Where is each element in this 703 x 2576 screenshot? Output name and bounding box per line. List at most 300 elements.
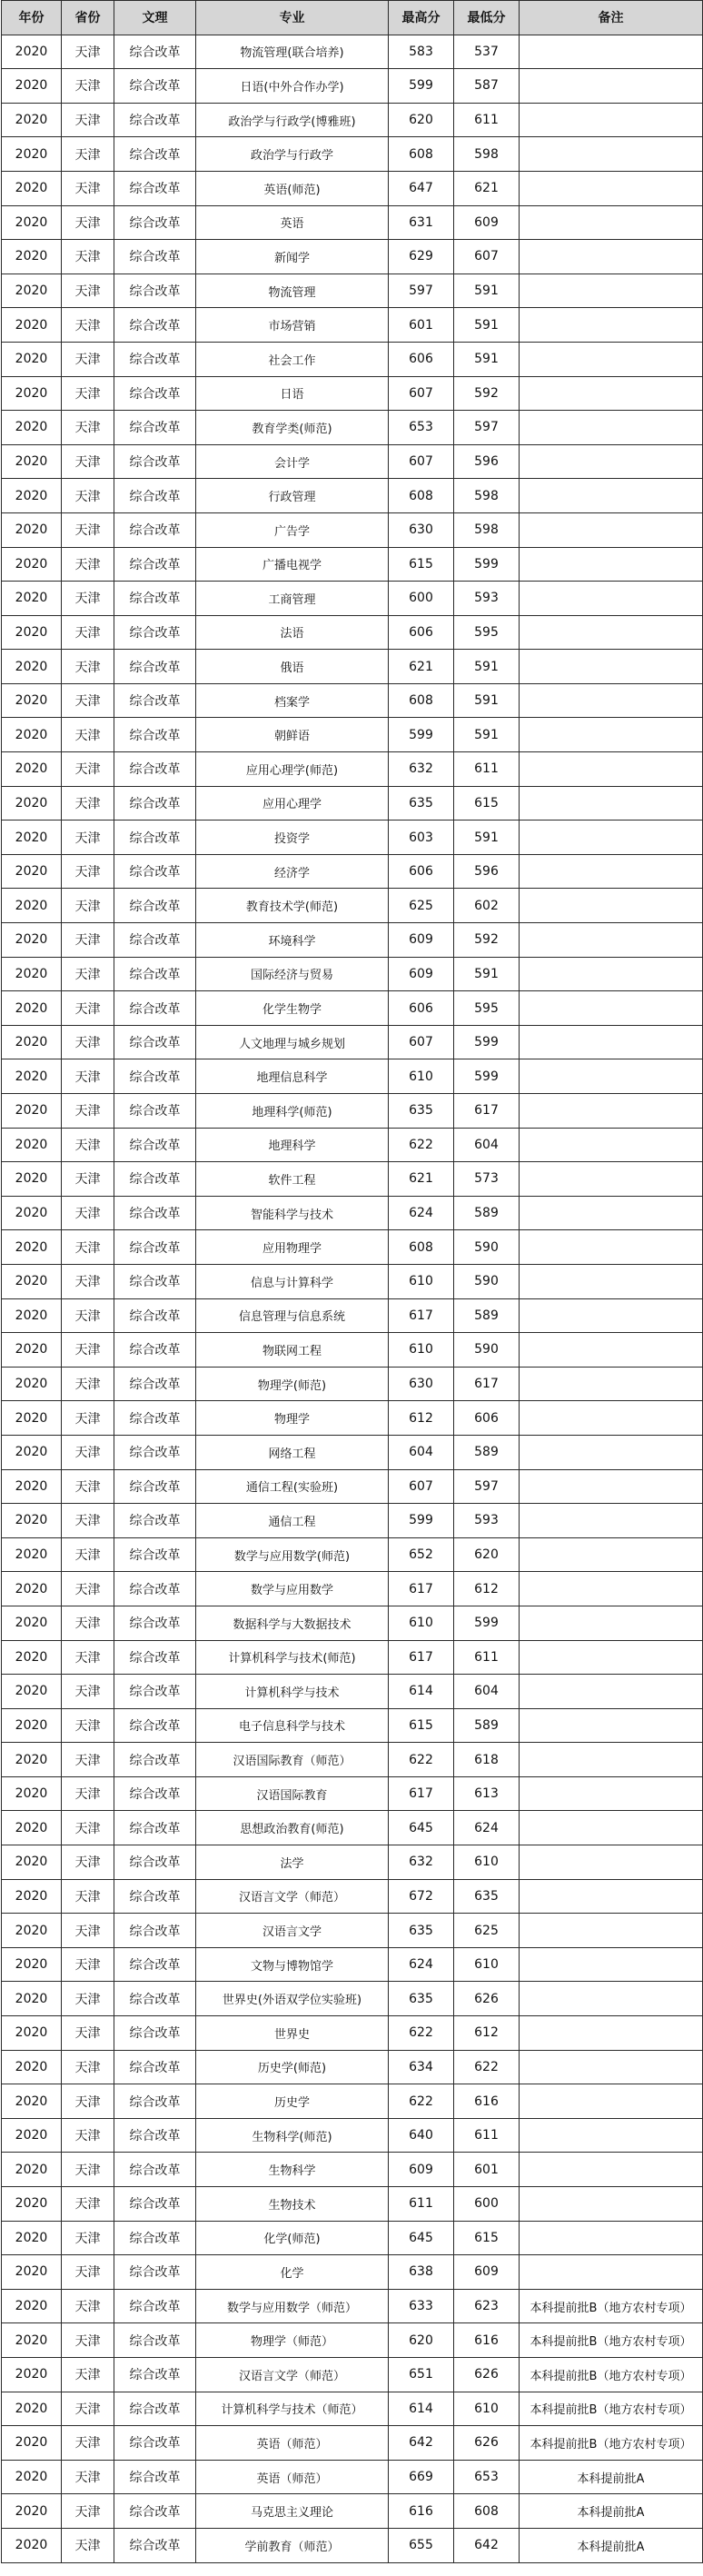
notes-cell [520,512,703,547]
notes-cell [520,1776,703,1811]
subject-type-cell: 综合改革 [114,35,196,69]
table-row [2,991,703,1026]
province-cell: 天津 [62,1162,114,1197]
max-score-cell: 617 [389,1776,454,1811]
notes-cell [520,1367,703,1401]
table-row [2,1982,703,2016]
year-cell: 2020 [2,1059,62,1094]
min-score-cell: 626 [454,2357,520,2392]
major-cell: 环境科学 [196,923,389,958]
year-cell: 2020 [2,854,62,889]
year-cell: 2020 [2,718,62,752]
major-cell: 物理学（师范） [196,2323,389,2358]
max-score-cell: 583 [389,35,454,69]
year-cell: 2020 [2,1264,62,1298]
province-cell: 天津 [62,1025,114,1059]
major-cell: 应用心理学(师范) [196,752,389,787]
table-row [2,1606,703,1640]
year-cell: 2020 [2,1469,62,1504]
max-score-cell: 612 [389,1401,454,1436]
max-score-cell: 634 [389,2050,454,2084]
subject-type-cell: 综合改革 [114,615,196,650]
year-cell: 2020 [2,1743,62,1777]
max-score-cell: 645 [389,2221,454,2255]
subject-type-cell: 综合改革 [114,889,196,923]
min-score-cell: 591 [454,342,520,376]
notes-cell: 本科提前批B（地方农村专项） [520,2426,703,2461]
notes-cell [520,2118,703,2153]
major-cell: 地理科学(师范) [196,1094,389,1129]
table-row [2,2221,703,2255]
max-score-cell: 624 [389,1196,454,1230]
year-cell: 2020 [2,2426,62,2461]
min-score-cell: 622 [454,2050,520,2084]
min-score-cell: 590 [454,1230,520,1265]
major-cell: 计算机科学与技术（师范） [196,2392,389,2426]
max-score-cell: 608 [389,479,454,513]
subject-type-cell: 综合改革 [114,1914,196,1948]
table-row [2,2153,703,2187]
subject-type-cell: 综合改革 [114,2084,196,2119]
notes-cell: 本科提前批B（地方农村专项） [520,2357,703,2392]
major-cell: 物流管理 [196,274,389,308]
notes-cell [520,1504,703,1538]
year-cell: 2020 [2,1708,62,1743]
table-row [2,205,703,240]
year-cell: 2020 [2,2255,62,2290]
year-cell: 2020 [2,2289,62,2323]
table-row [2,2528,703,2562]
year-cell: 2020 [2,1504,62,1538]
year-cell: 2020 [2,991,62,1026]
major-cell: 生物技术 [196,2187,389,2222]
subject-type-cell: 综合改革 [114,1469,196,1504]
notes-cell: 本科提前批A [520,2528,703,2562]
major-cell: 物流管理(联合培养) [196,35,389,69]
province-cell: 天津 [62,1572,114,1606]
table-row [2,1675,703,1709]
year-cell: 2020 [2,1845,62,1880]
min-score-cell: 592 [454,376,520,411]
notes-cell [520,205,703,240]
major-cell: 数学与应用数学 [196,1572,389,1606]
table-row [2,2187,703,2222]
min-score-cell: 626 [454,2426,520,2461]
min-score-cell: 537 [454,35,520,69]
subject-type-cell: 综合改革 [114,1776,196,1811]
table-row [2,1504,703,1538]
notes-cell [520,411,703,445]
province-cell: 天津 [62,1128,114,1162]
subject-type-cell: 综合改革 [114,2289,196,2323]
year-cell: 2020 [2,1230,62,1265]
min-score-cell: 610 [454,1845,520,1880]
max-score-cell: 655 [389,2528,454,2562]
year-cell: 2020 [2,650,62,684]
year-cell: 2020 [2,1537,62,1572]
subject-type-cell: 综合改革 [114,2153,196,2187]
min-score-cell: 595 [454,615,520,650]
province-cell: 天津 [62,718,114,752]
province-cell: 天津 [62,889,114,923]
subject-type-cell: 综合改革 [114,2392,196,2426]
max-score-cell: 635 [389,1914,454,1948]
subject-type-cell: 综合改革 [114,69,196,104]
major-cell: 历史学(师范) [196,2050,389,2084]
province-cell: 天津 [62,2357,114,2392]
province-cell: 天津 [62,444,114,479]
province-cell: 天津 [62,1776,114,1811]
province-cell: 天津 [62,1537,114,1572]
year-cell: 2020 [2,683,62,718]
subject-type-cell: 综合改革 [114,683,196,718]
notes-cell [520,308,703,343]
major-cell: 软件工程 [196,1162,389,1197]
min-score-cell: 590 [454,1333,520,1368]
notes-cell [520,171,703,205]
major-cell: 世界史 [196,2016,389,2051]
table-row [2,444,703,479]
major-cell: 档案学 [196,683,389,718]
header-row [2,1,703,35]
notes-cell: 本科提前批A [520,2494,703,2529]
year-cell: 2020 [2,1298,62,1333]
province-cell: 天津 [62,1298,114,1333]
min-score-cell: 642 [454,2528,520,2562]
table-row [2,718,703,752]
year-cell: 2020 [2,444,62,479]
subject-type-cell: 综合改革 [114,308,196,343]
major-cell: 教育技术学(师范) [196,889,389,923]
subject-type-cell: 综合改革 [114,1982,196,2016]
year-cell: 2020 [2,1367,62,1401]
year-cell: 2020 [2,1982,62,2016]
min-score-cell: 591 [454,274,520,308]
province-cell: 天津 [62,2289,114,2323]
max-score-cell: 614 [389,1675,454,1709]
max-score-cell: 615 [389,1708,454,1743]
major-cell: 生物科学(师范) [196,2118,389,2153]
min-score-cell: 624 [454,1811,520,1845]
province-cell: 天津 [62,376,114,411]
province-cell: 天津 [62,615,114,650]
min-score-cell: 598 [454,479,520,513]
table-row [2,1572,703,1606]
table-row [2,1230,703,1265]
max-score-cell: 630 [389,512,454,547]
table-row [2,1298,703,1333]
subject-type-cell: 综合改革 [114,1059,196,1094]
province-cell: 天津 [62,1333,114,1368]
min-score-cell: 620 [454,1537,520,1572]
major-cell: 广播电视学 [196,547,389,582]
subject-type-cell: 综合改革 [114,1298,196,1333]
year-cell: 2020 [2,171,62,205]
table-row [2,171,703,205]
min-score-cell: 608 [454,2494,520,2529]
province-cell: 天津 [62,1401,114,1436]
notes-cell [520,1401,703,1436]
table-row [2,1811,703,1845]
year-cell: 2020 [2,2221,62,2255]
province-cell: 天津 [62,1264,114,1298]
year-cell: 2020 [2,1947,62,1982]
notes-cell [520,2153,703,2187]
province-cell: 天津 [62,923,114,958]
year-cell: 2020 [2,103,62,137]
max-score-cell: 617 [389,1298,454,1333]
max-score-cell: 609 [389,957,454,991]
min-score-cell: 597 [454,1469,520,1504]
notes-cell [520,2187,703,2222]
table-row [2,683,703,718]
min-score-cell: 591 [454,718,520,752]
year-cell: 2020 [2,2460,62,2494]
province-cell: 天津 [62,2118,114,2153]
max-score-cell: 629 [389,240,454,274]
year-cell: 2020 [2,1401,62,1436]
max-score-cell: 622 [389,1128,454,1162]
max-score-cell: 642 [389,2426,454,2461]
max-score-cell: 630 [389,1367,454,1401]
province-cell: 天津 [62,2392,114,2426]
year-cell: 2020 [2,1914,62,1948]
table-row [2,1196,703,1230]
province-cell: 天津 [62,957,114,991]
notes-cell: 本科提前批B（地方农村专项） [520,2323,703,2358]
notes-cell [520,1435,703,1469]
notes-cell [520,1025,703,1059]
table-row [2,35,703,69]
subject-type-cell: 综合改革 [114,923,196,958]
table-row [2,547,703,582]
max-score-cell: 635 [389,1094,454,1129]
max-score-cell: 647 [389,171,454,205]
min-score-cell: 591 [454,821,520,855]
min-score-cell: 595 [454,991,520,1026]
notes-cell: 本科提前批B（地方农村专项） [520,2289,703,2323]
province-cell: 天津 [62,1879,114,1914]
major-cell: 法学 [196,1845,389,1880]
table-row [2,512,703,547]
table-row [2,137,703,172]
admission-scores-table [1,0,703,2563]
max-score-cell: 621 [389,1162,454,1197]
notes-cell [520,1675,703,1709]
subject-type-cell: 综合改革 [114,1025,196,1059]
min-score-cell: 610 [454,2392,520,2426]
min-score-cell: 591 [454,957,520,991]
min-score-cell: 590 [454,1264,520,1298]
major-cell: 世界史(外语双学位实验班) [196,1982,389,2016]
province-cell: 天津 [62,650,114,684]
province-cell: 天津 [62,854,114,889]
year-cell: 2020 [2,512,62,547]
major-cell: 新闻学 [196,240,389,274]
notes-cell [520,137,703,172]
notes-cell [520,786,703,821]
major-cell: 英语（师范） [196,2460,389,2494]
notes-cell [520,342,703,376]
notes-cell [520,1914,703,1948]
subject-type-cell: 综合改革 [114,2357,196,2392]
major-cell: 英语(师范) [196,171,389,205]
province-cell: 天津 [62,1435,114,1469]
major-cell: 经济学 [196,854,389,889]
notes-cell [520,2016,703,2051]
province-cell: 天津 [62,991,114,1026]
table-row [2,1469,703,1504]
province-cell: 天津 [62,1059,114,1094]
major-cell: 人文地理与城乡规划 [196,1025,389,1059]
max-score-cell: 607 [389,1025,454,1059]
min-score-cell: 623 [454,2289,520,2323]
subject-type-cell: 综合改革 [114,2323,196,2358]
province-cell: 天津 [62,1196,114,1230]
min-score-cell: 599 [454,547,520,582]
province-cell: 天津 [62,171,114,205]
year-cell: 2020 [2,1811,62,1845]
major-cell: 英语（师范） [196,2426,389,2461]
notes-cell [520,1230,703,1265]
year-cell: 2020 [2,889,62,923]
major-cell: 数学与应用数学(师范) [196,1537,389,1572]
header-province: 省份 [62,1,114,35]
province-cell: 天津 [62,103,114,137]
year-cell: 2020 [2,2118,62,2153]
major-cell: 应用心理学 [196,786,389,821]
header-major: 专业 [196,1,389,35]
notes-cell [520,854,703,889]
max-score-cell: 607 [389,1469,454,1504]
province-cell: 天津 [62,35,114,69]
table-row [2,342,703,376]
subject-type-cell: 综合改革 [114,240,196,274]
year-cell: 2020 [2,1675,62,1709]
table-row [2,923,703,958]
year-cell: 2020 [2,2187,62,2222]
table-row [2,2460,703,2494]
max-score-cell: 610 [389,1606,454,1640]
table-row [2,2118,703,2153]
notes-cell: 本科提前批A [520,2460,703,2494]
major-cell: 汉语言文学 [196,1914,389,1948]
subject-type-cell: 综合改革 [114,479,196,513]
province-cell: 天津 [62,1708,114,1743]
min-score-cell: 612 [454,2016,520,2051]
year-cell: 2020 [2,1572,62,1606]
table-row [2,582,703,616]
header-min-score: 最低分 [454,1,520,35]
table-row [2,1743,703,1777]
year-cell: 2020 [2,615,62,650]
notes-cell [520,582,703,616]
year-cell: 2020 [2,923,62,958]
major-cell: 汉语国际教育 [196,1776,389,1811]
max-score-cell: 614 [389,2392,454,2426]
province-cell: 天津 [62,2528,114,2562]
max-score-cell: 651 [389,2357,454,2392]
province-cell: 天津 [62,240,114,274]
subject-type-cell: 综合改革 [114,2050,196,2084]
province-cell: 天津 [62,2221,114,2255]
major-cell: 思想政治教育(师范) [196,1811,389,1845]
major-cell: 法语 [196,615,389,650]
min-score-cell: 609 [454,2255,520,2290]
max-score-cell: 652 [389,1537,454,1572]
max-score-cell: 624 [389,1947,454,1982]
table-row [2,479,703,513]
major-cell: 计算机科学与技术(师范) [196,1640,389,1675]
min-score-cell: 589 [454,1435,520,1469]
table-row [2,2323,703,2358]
max-score-cell: 606 [389,991,454,1026]
table-row [2,615,703,650]
max-score-cell: 609 [389,2153,454,2187]
min-score-cell: 604 [454,1128,520,1162]
notes-cell [520,2255,703,2290]
table-row [2,1162,703,1197]
province-cell: 天津 [62,205,114,240]
major-cell: 网络工程 [196,1435,389,1469]
province-cell: 天津 [62,1947,114,1982]
max-score-cell: 600 [389,582,454,616]
max-score-cell: 640 [389,2118,454,2153]
notes-cell [520,1469,703,1504]
header-max-score: 最高分 [389,1,454,35]
min-score-cell: 599 [454,1606,520,1640]
province-cell: 天津 [62,2494,114,2529]
province-cell: 天津 [62,2016,114,2051]
notes-cell [520,1811,703,1845]
notes-cell [520,1982,703,2016]
notes-cell [520,376,703,411]
min-score-cell: 598 [454,512,520,547]
province-cell: 天津 [62,1469,114,1504]
min-score-cell: 599 [454,1059,520,1094]
min-score-cell: 625 [454,1914,520,1948]
major-cell: 学前教育（师范） [196,2528,389,2562]
min-score-cell: 604 [454,1675,520,1709]
min-score-cell: 597 [454,411,520,445]
notes-cell [520,274,703,308]
max-score-cell: 606 [389,342,454,376]
province-cell: 天津 [62,582,114,616]
year-cell: 2020 [2,1879,62,1914]
notes-cell [520,957,703,991]
year-cell: 2020 [2,2392,62,2426]
subject-type-cell: 综合改革 [114,1504,196,1538]
min-score-cell: 611 [454,103,520,137]
subject-type-cell: 综合改革 [114,957,196,991]
table-row [2,1025,703,1059]
subject-type-cell: 综合改革 [114,786,196,821]
min-score-cell: 589 [454,1708,520,1743]
subject-type-cell: 综合改革 [114,1094,196,1129]
max-score-cell: 601 [389,308,454,343]
province-cell: 天津 [62,2050,114,2084]
notes-cell [520,1845,703,1880]
notes-cell [520,2221,703,2255]
table-row [2,1845,703,1880]
year-cell: 2020 [2,1025,62,1059]
table-row [2,1435,703,1469]
max-score-cell: 625 [389,889,454,923]
year-cell: 2020 [2,1162,62,1197]
max-score-cell: 603 [389,821,454,855]
subject-type-cell: 综合改革 [114,821,196,855]
subject-type-cell: 综合改革 [114,1743,196,1777]
